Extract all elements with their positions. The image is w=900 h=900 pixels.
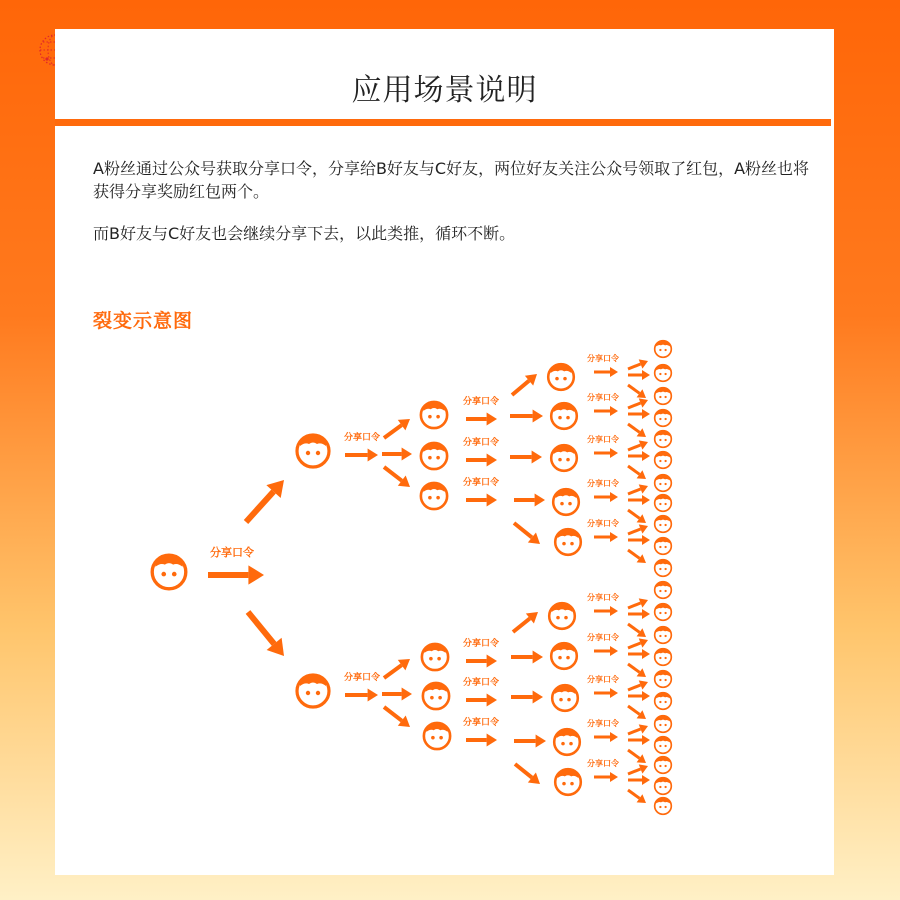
leaf-friend-icon	[655, 388, 672, 405]
leaf-friend-icon	[655, 798, 672, 815]
arrow-leaf-mid	[628, 409, 650, 419]
share-label-level2: 分享口令	[462, 678, 500, 688]
arrow-leaf-mid	[628, 451, 650, 461]
leaf-friend-icon	[655, 475, 672, 492]
arrow-leaf-down	[628, 790, 646, 803]
level2-friend-icon	[424, 723, 450, 749]
arrow-level3	[594, 772, 618, 782]
leaf-friend-icon	[655, 604, 672, 621]
arrow-level2	[466, 454, 497, 467]
arrow-level3	[594, 688, 618, 698]
arrow-leaf-mid	[628, 691, 650, 701]
arrow-level3	[594, 732, 618, 742]
arrow-level2	[466, 694, 497, 707]
arrow-level1-up	[384, 659, 410, 678]
share-label-root: 分享口令	[210, 546, 254, 559]
arrow-level2	[466, 734, 497, 747]
level1-friend-icon	[297, 675, 329, 707]
arrow-leaf-mid	[628, 649, 650, 659]
share-label-level3: 分享口令	[587, 593, 619, 602]
level3-friend-icon	[551, 643, 577, 669]
leaf-friend-icon	[655, 649, 672, 666]
arrow-leaf-down	[628, 510, 646, 523]
arrow-level2	[466, 494, 497, 507]
arrow-leaf-up	[628, 398, 648, 408]
arrow-fan-down-1	[514, 523, 540, 544]
level3-friend-icon	[555, 529, 581, 555]
arrow-fan-mid-1	[510, 410, 543, 423]
level3-friend-icon	[553, 489, 579, 515]
arrow-level3	[594, 367, 618, 377]
arrow-level2	[466, 413, 497, 426]
arrow-level1-main	[345, 689, 378, 702]
arrow-fan-mid-6	[514, 735, 546, 748]
leaf-friend-icon	[655, 516, 672, 533]
leaf-friend-icon	[655, 410, 672, 427]
arrow-leaf-down	[628, 550, 646, 563]
arrow-root-down	[248, 612, 284, 656]
arrow-leaf-down	[628, 385, 646, 398]
share-label-level1: 分享口令	[343, 433, 381, 443]
level3-friend-icon	[552, 685, 578, 711]
arrow-fan-up-1	[512, 374, 537, 395]
diagram-title: 裂变示意图	[93, 310, 194, 332]
arrow-leaf-down	[628, 664, 646, 677]
arrow-fan-mid-3	[514, 494, 545, 507]
arrow-leaf-mid	[628, 775, 650, 785]
arrow-fan-mid-5	[511, 691, 543, 704]
arrow-level3	[594, 532, 618, 542]
arrow-leaf-mid	[628, 609, 650, 619]
level1-friend-icon	[297, 435, 329, 467]
arrow-leaf-up	[628, 484, 648, 494]
arrow-root-up	[246, 480, 284, 522]
share-label-level2: 分享口令	[462, 639, 500, 649]
arrow-fan-mid-4	[511, 651, 543, 664]
share-label-level2: 分享口令	[462, 438, 500, 448]
leaf-friend-icon	[655, 778, 672, 795]
share-label-level1: 分享口令	[343, 673, 381, 683]
share-label-level2: 分享口令	[462, 718, 500, 728]
arrow-level3	[594, 492, 618, 502]
description-paragraph-2: 而B好友与C好友也会继续分享下去，以此类推，循环不断。	[93, 224, 516, 243]
arrow-leaf-down	[628, 624, 646, 637]
arrow-leaf-up	[628, 524, 648, 534]
share-label-level3: 分享口令	[587, 435, 619, 444]
arrow-leaf-mid	[628, 495, 650, 505]
leaf-friend-icon	[655, 495, 672, 512]
leaf-friend-icon	[655, 341, 672, 358]
level2-friend-icon	[423, 683, 449, 709]
share-label-level3: 分享口令	[587, 633, 619, 642]
leaf-friend-icon	[655, 627, 672, 644]
arrow-root-main	[208, 565, 264, 584]
share-label-level3: 分享口令	[587, 675, 619, 684]
leaf-friend-icon	[655, 365, 672, 382]
level3-friend-icon	[548, 364, 574, 390]
leaf-friend-icon	[655, 560, 672, 577]
arrow-level3	[594, 448, 618, 458]
arrow-leaf-up	[628, 724, 648, 734]
leaf-friend-icon	[655, 431, 672, 448]
share-label-level3: 分享口令	[587, 354, 619, 363]
share-label-level3: 分享口令	[587, 393, 619, 402]
description-paragraph-1: A粉丝通过公众号获取分享口令，分享给B好友与C好友，两位好友关注公众号领取了红包，A粉丝也将获得分享奖励红包两个。	[93, 159, 810, 201]
arrow-level3	[594, 646, 618, 656]
level3-friend-icon	[549, 603, 575, 629]
share-label-level3: 分享口令	[587, 479, 619, 488]
share-label-level2: 分享口令	[462, 397, 500, 407]
share-label-level3: 分享口令	[587, 719, 619, 728]
arrow-level1-up	[384, 419, 410, 438]
leaf-friend-icon	[655, 452, 672, 469]
arrow-leaf-mid	[628, 535, 650, 545]
arrow-level3	[594, 406, 618, 416]
arrow-fan-down-2	[515, 764, 540, 784]
arrow-leaf-down	[628, 424, 646, 437]
level2-friend-icon	[422, 644, 448, 670]
share-label-level3: 分享口令	[587, 759, 619, 768]
arrow-leaf-up	[628, 440, 648, 450]
share-label-level3: 分享口令	[587, 519, 619, 528]
arrow-leaf-down	[628, 706, 646, 719]
arrow-leaf-up	[628, 680, 648, 690]
arrow-level1-down	[384, 467, 410, 487]
arrow-leaf-up	[628, 764, 648, 774]
arrow-level3	[594, 606, 618, 616]
leaf-friend-icon	[655, 538, 672, 555]
share-label-level2: 分享口令	[462, 478, 500, 488]
arrow-leaf-mid	[628, 370, 650, 380]
level3-friend-icon	[551, 403, 577, 429]
level2-friend-icon	[421, 483, 447, 509]
arrow-leaf-up	[628, 359, 648, 369]
arrow-level1-mid	[382, 688, 412, 701]
arrow-level1-main	[345, 449, 378, 462]
leaf-friend-icon	[655, 757, 672, 774]
page-title: 应用场景说明	[351, 73, 538, 108]
arrow-leaf-up	[628, 598, 648, 608]
leaf-friend-icon	[655, 737, 672, 754]
leaf-friend-icon	[655, 582, 672, 599]
arrow-level1-mid	[382, 448, 412, 461]
level2-friend-icon	[421, 402, 447, 428]
level3-friend-icon	[554, 729, 580, 755]
arrow-leaf-up	[628, 638, 648, 648]
arrow-leaf-mid	[628, 735, 650, 745]
arrow-fan-mid-2	[510, 451, 542, 464]
arrow-leaf-down	[628, 750, 646, 763]
level3-friend-icon	[551, 445, 577, 471]
leaf-friend-icon	[655, 671, 672, 688]
leaf-friend-icon	[655, 693, 672, 710]
level2-friend-icon	[421, 443, 447, 469]
arrow-level2	[466, 655, 497, 668]
level3-friend-icon	[555, 769, 581, 795]
arrow-leaf-down	[628, 466, 646, 479]
arrow-level1-down	[384, 707, 410, 727]
root-fan-a-icon	[152, 555, 186, 589]
arrow-fan-up-2	[513, 612, 538, 632]
leaf-friend-icon	[655, 716, 672, 733]
